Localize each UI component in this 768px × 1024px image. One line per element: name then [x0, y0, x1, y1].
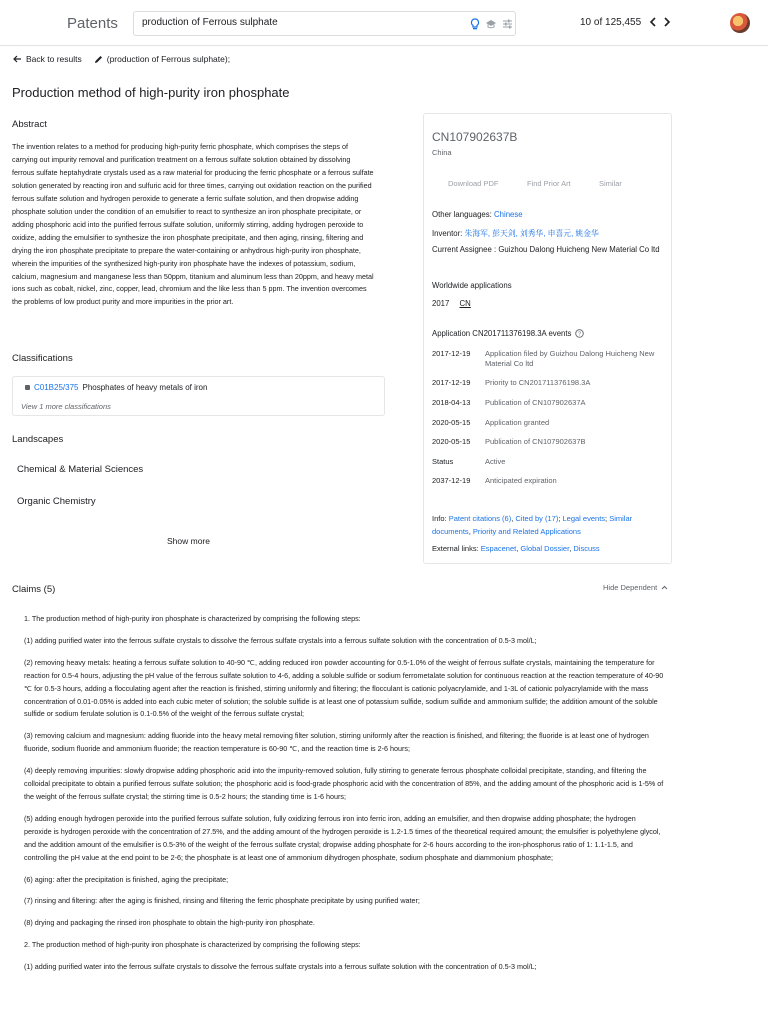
chevron-up-icon — [661, 585, 668, 590]
event-date: 2017-12-19 — [432, 349, 471, 358]
event-text: Application filed by Guizhou Dalong Huicheng New Material Co ltd — [485, 349, 655, 368]
worldwide-year: 2017 — [432, 299, 450, 308]
country: China — [432, 148, 452, 157]
status-badge: Active — [485, 457, 506, 466]
page-title: Production method of high-purity iron phosphate — [12, 85, 290, 100]
publication-number: CN107902637B — [432, 130, 518, 144]
abstract-text: The invention relates to a method for producing high-purity ferric phosphate, which comprises the steps of carrying out impurity removal and purification treatment on a ferrous sulfate solution obtained by dissolving ferrous sulfate heptahydrate crystals used as a raw material for producing the ferric phosphate or a ferrous sulfate solution generated by reacting iron and sulfuric acid for three times, carrying out oxidation reaction on the purified ferrous sulfate solution and hydrogen peroxide to generate a ferric sulfate solution, and then dropwise adding phosphate solution under the condition of an emulsifier to react to synthesize an iron phosphate precipitate, or adding phosphoric acid into the purified ferrous sulfate solution, uniformly stirring, adding hydrogen peroxide to oxidize, adding the emulsifier to synthesize the iron phosphate precipitate, and then aging, rinsing, filtering and drying the iron phosphate precipitate to prepare the water-containing or anhydrous high-purity iron phosphate, wherein the impurities of the synthesized high-purity iron phosphate have the indexes of potassium, sodium, calcium, magnesium and manganese less than 50ppm, titanium and aluminum less than 20ppm, and heavy metal ions such as cobalt, nickel, zinc, copper, lead, chromium and the like less than 5 ppm. The invention overcomes the problems of low product purity and more impurities in the prior art. — [12, 142, 374, 307]
classifications-card — [12, 376, 385, 416]
assignee-row — [432, 245, 660, 254]
patent-info-card — [423, 113, 672, 564]
events-title-text: Application CN201711376198.3A events — [432, 329, 572, 338]
external-links-label: External links: — [432, 544, 479, 553]
classification-desc: Phosphates of heavy metals of iron — [82, 383, 208, 392]
hide-dependent-toggle[interactable] — [603, 583, 668, 592]
claim-item: (1) adding purified water into the ferrous sulfate crystals to dissolve the ferrous sulfate crystals into a ferrous sulfate solution with the concentration of 0.5-3 mol/L; — [24, 635, 537, 645]
other-languages-label: Other languages: — [432, 210, 492, 219]
worldwide-country-link[interactable]: CN — [459, 299, 471, 308]
event-text: Anticipated expiration — [485, 476, 557, 485]
espacenet-link[interactable]: Espacenet — [480, 544, 517, 553]
event-text: Publication of CN107902637B — [485, 437, 586, 446]
inventor-links[interactable]: 朱海军, 彭天剑, 刘秀华, 申喜元, 姚金华 — [464, 229, 599, 238]
help-icon[interactable] — [575, 329, 584, 338]
query-label: (production of Ferrous sulphate); — [106, 54, 231, 64]
brand-logo[interactable]: Patents — [67, 15, 118, 32]
event-date: 2020-05-15 — [432, 418, 471, 427]
search-box[interactable] — [133, 11, 516, 36]
event-date: 2020-05-15 — [432, 437, 471, 446]
top-bar — [0, 0, 768, 46]
landscapes-heading: Landscapes — [12, 434, 64, 445]
worldwide-applications-label: Worldwide applications — [432, 281, 512, 290]
scholar-hat-icon[interactable] — [484, 16, 498, 32]
worldwide-applications-row — [432, 299, 471, 308]
classification-item — [25, 383, 207, 392]
claim-item: 2. The production method of high-purity iron phosphate is characterized by comprising the following steps: — [24, 940, 361, 950]
tune-icon[interactable] — [500, 16, 514, 32]
priority-related-link[interactable]: Priority and Related Applications — [472, 526, 581, 536]
find-prior-art-button[interactable]: Find Prior Art — [527, 179, 571, 188]
event-text: Application granted — [485, 418, 550, 427]
claim-item: (5) adding enough hydrogen peroxide into the purified ferrous sulfate solution, fully oxidizing ferrous iron into ferric iron, adding an emulsifier, and then dropwise adding phosphate; the hydrogen peroxide is hydrogen peroxide with the concentration of 27.5%, and the adding amount of the hydrogen peroxide is 1.2-1.5 times of the theoretical required amount; the emulsifier is polyethylene glycol, and the addition amount of the emulsifier is 0.5-3% of the weight of the ferrous sulfate crystal; dropwise adding phosphate for 2-6 hours according to the iron-phosphorus ratio of 1: 1.1-1.5, and controlling the pH value at the end point to be 2-6; the phosphate is at least one of ammonium dihydrogen phosphate, sodium phosphate and diammonium phosphate; — [24, 813, 661, 862]
global-dossier-link[interactable]: Global Dossier — [520, 544, 570, 553]
status-label: Status — [432, 457, 454, 466]
claim-item: (3) removing calcium and magnesium: adding fluoride into the heavy metal removing filter solution, stirring uniformly after the reaction is finished, and filtering; the fluoride is at least one of hydrogen fluoride, sodium fluoride and ammonium fluoride; the reaction temperature is 60-90 ℃, and the reaction time is 2-6 hours; — [24, 731, 649, 754]
inventor-row — [432, 228, 599, 239]
classifications-heading: Classifications — [12, 353, 73, 364]
events-title — [432, 329, 584, 338]
info-label: Info: — [432, 514, 447, 523]
claim-item: (2) removing heavy metals: heating a ferrous sulfate solution to 40-90 ℃, adding reduced iron powder accounting for 0.5-1.0% of the weight of ferrous sulfate crystals, maintaining the temperature for reaction for 0.5-4 hours, adjusting the pH value of the ferrous sulfate solution to 4-6, adding a soluble sulfide or sodium ferrometalate solution for continuous reaction at the reaction temperature of 40-90 ℃ for 0.5-3 hours, adding a flocculating agent after the reaction is finished, stirring uniformly and filtering; the flocculant is cationic polyacrylamide, and 1-3L of cationic polyacrylamide with the mass concentration of 0.01-0.05% is added into each cubic meter of solution; the soluble sulfide is at least one of potassium sulfide, sodium sulfide and ammonium sulfide; the addition amount of the soluble sulfide or sodium ferulate solution is 0.1-0.5% of the weight of the ferrous sulfate crystal; — [24, 657, 664, 719]
claim-item: (4) deeply removing impurities: slowly dropwise adding phosphoric acid into the impurity-removed solution, fully stirring to generate ferrous phosphate colloidal precipitate, standing, and filtering the colloidal precipitate to obtain a purified ferrous sulfate solution; the phosphoric acid is food-grade phosphoric acid with the concentration of 85%, and the adding amount of the phosphoric acid is 1-5% of the weight of the ferrous sulfate crystal; the stirring time is 0.5-2 hours; the standing time is 1-6 hours; — [24, 766, 664, 801]
svg-text:?: ? — [578, 331, 582, 338]
landscape-item[interactable]: Chemical & Material Sciences — [17, 464, 144, 475]
claim-item: (7) rinsing and filtering: after the aging is finished, rinsing and filtering the ferric phosphate precipitate by using purified water; — [24, 896, 420, 906]
event-text: Priority to CN201711376198.3A — [485, 378, 591, 387]
chevron-left-icon[interactable] — [646, 14, 660, 30]
claim-item: 1. The production method of high-purity iron phosphate is characterized by comprising the following steps: — [24, 614, 361, 623]
event-date: 2037-12-19 — [432, 476, 471, 485]
lightbulb-icon[interactable] — [468, 16, 482, 32]
assignee-label: Current Assignee : — [432, 245, 497, 254]
result-count: 10 of 125,455 — [580, 17, 642, 28]
cited-by-link[interactable]: Cited by (17) — [515, 514, 559, 523]
similar-documents-link[interactable]: Similar documents — [432, 514, 633, 536]
claim-item: (1) adding purified water into the ferrous sulfate crystals to dissolve the ferrous sulfate crystals into a ferrous sulfate solution with the concentration of 0.5-3 mol/L; — [24, 962, 537, 972]
other-languages-row — [432, 210, 523, 219]
discuss-link[interactable]: Discuss — [573, 544, 600, 553]
view-more-classifications-link[interactable]: View 1 more classifications — [21, 402, 111, 411]
download-pdf-button[interactable]: Download PDF — [448, 179, 499, 188]
edit-query-link[interactable] — [94, 54, 230, 64]
back-label: Back to results — [26, 54, 82, 64]
inventor-label: Inventor: — [432, 229, 463, 238]
arrow-left-icon — [13, 55, 22, 63]
pencil-icon — [94, 55, 103, 64]
patent-citations-link[interactable]: Patent citations (6) — [448, 514, 512, 523]
claims-heading: Claims (5) — [12, 584, 56, 595]
event-date: 2018-04-13 — [432, 398, 471, 407]
bullet-icon — [25, 385, 30, 390]
classification-code-link[interactable]: C01B25/375 — [34, 383, 79, 392]
search-input[interactable]: production of Ferrous sulphate — [142, 17, 278, 28]
chevron-right-icon[interactable] — [660, 14, 674, 30]
show-more-button[interactable]: Show more — [167, 536, 210, 546]
claims-list — [24, 613, 664, 983]
landscape-item[interactable]: Organic Chemistry — [17, 496, 96, 507]
assignee-value: Guizhou Dalong Huicheng New Material Co ltd — [498, 245, 660, 254]
claim-item: (6) aging: after the precipitation is finished, aging the precipitate; — [24, 874, 229, 884]
external-links: External links: Espacenet, Global Dossier, Discuss — [432, 544, 600, 553]
breadcrumb — [13, 54, 230, 64]
legal-events-link[interactable]: Legal events — [562, 514, 606, 523]
claim-item: (8) drying and packaging the rinsed iron phosphate to obtain the high-purity iron phosphate. — [24, 918, 315, 928]
event-date: 2017-12-19 — [432, 378, 471, 387]
back-to-results-link[interactable] — [13, 54, 82, 64]
abstract-heading: Abstract — [12, 119, 47, 130]
similar-button[interactable]: Similar — [599, 179, 622, 188]
info-links: Info: Patent citations (6), Cited by (17); Legal events; Similar documents, Priority and Related Applications — [432, 514, 633, 536]
other-languages-link[interactable]: Chinese — [494, 210, 523, 219]
hide-dependent-label: Hide Dependent — [603, 583, 658, 592]
avatar[interactable] — [730, 13, 750, 33]
event-text: Publication of CN107902637A — [485, 398, 586, 407]
